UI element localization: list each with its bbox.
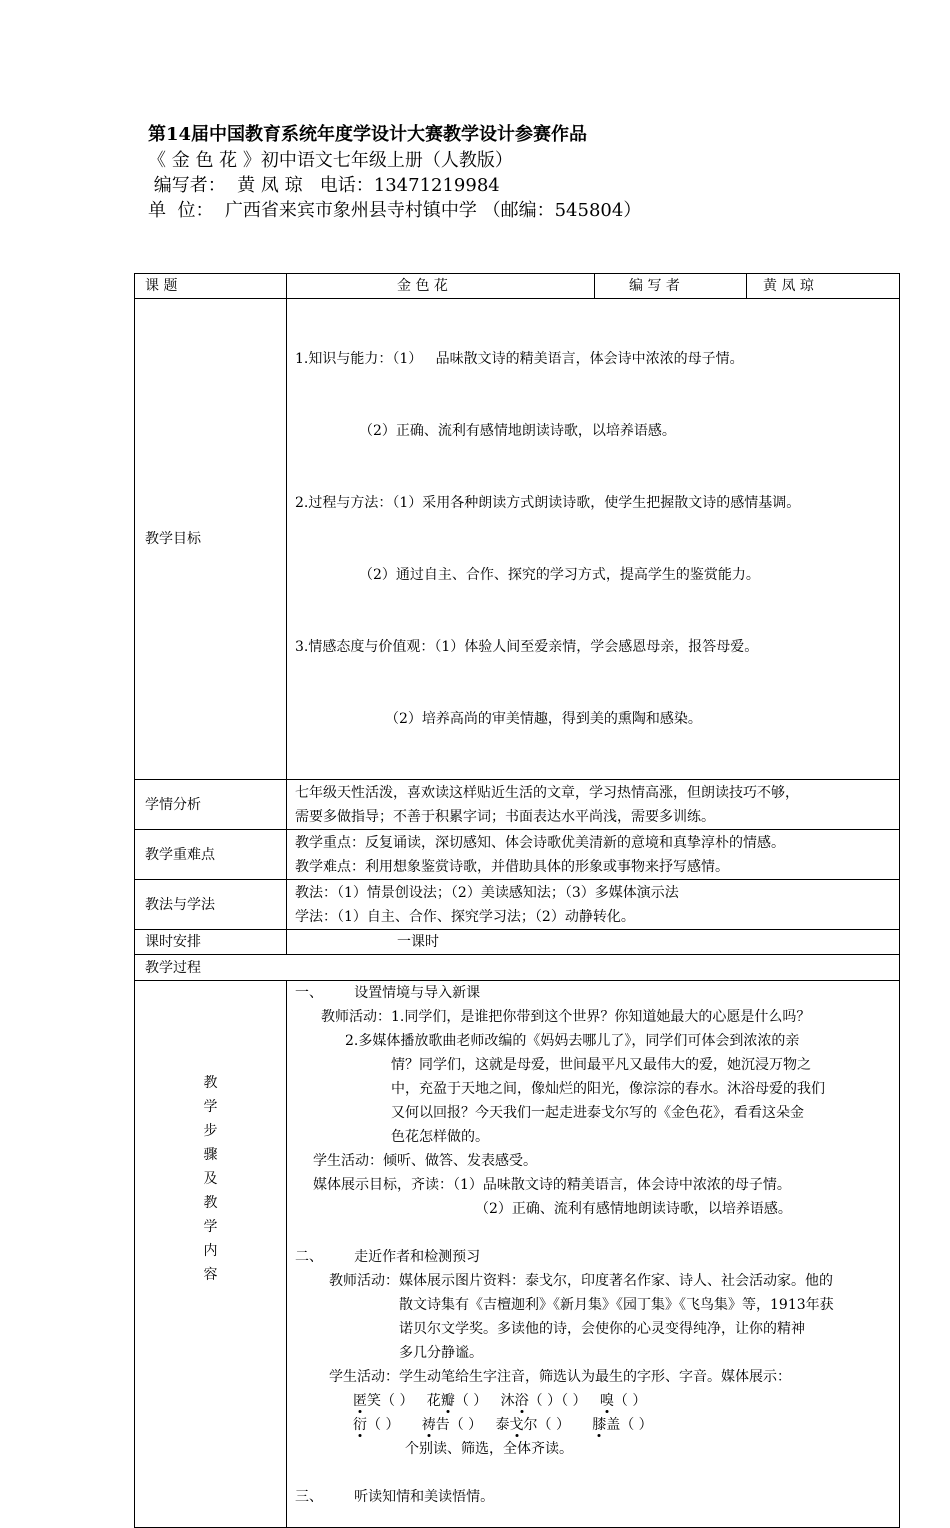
- lesson-plan-table: [134, 273, 900, 1528]
- step-2-student: 学生活动：学生动笔给生字注音，筛选认为最生的字形、字音。媒体展示：: [329, 1369, 791, 1385]
- key-points-content: [287, 830, 900, 880]
- key-point-line: 教学重点：反复诵读，深切感知、体会诗歌优美清新的意境和真挚淳朴的情感。: [295, 834, 785, 851]
- document-title: 第14届中国教育系统年度学设计大赛教学设计参赛作品: [148, 124, 588, 145]
- steps-content: [287, 981, 900, 1528]
- analysis-line: 需要多做指导；不善于积累字词；书面表达水平尚浅，需要多训练。: [295, 808, 715, 825]
- step-2-paragraph: 散文诗集有《吉檀迦利》《新月集》《园丁集》《飞鸟集》等，1913年获: [399, 1297, 834, 1313]
- step-1-title: 一、 设置情境与导入新课: [295, 985, 481, 1001]
- step-2-paragraph: 多几分静谧。: [399, 1345, 483, 1361]
- steps-label-char: 教: [203, 1195, 218, 1211]
- row-schedule: [135, 930, 900, 955]
- step-2-teacher: 教师活动：媒体展示图片资料：泰戈尔，印度著名作家、诗人、社会活动家。他的: [329, 1273, 833, 1289]
- dotted-char: 膝: [592, 1417, 607, 1433]
- process-label: 教学过程: [135, 955, 900, 981]
- lesson-subtitle: 《 金 色 花 》初中语文七年级上册（人教版）: [148, 150, 513, 171]
- row-key-points: [135, 830, 900, 880]
- steps-label-char: 容: [203, 1267, 218, 1283]
- schedule-label: 课时安排: [135, 930, 287, 955]
- step-2-paragraph: 诺贝尔文学奖。多读他的诗，会使你的心灵变得纯净，让你的精神: [399, 1321, 805, 1337]
- objective-line: 2.过程与方法：（1）采用各种朗读方式朗读诗歌，使学生把握散文诗的感情基调。: [295, 495, 801, 511]
- step-2-read: 个别读、筛选，全体齐读。: [405, 1441, 573, 1457]
- dotted-char: 匿: [353, 1393, 367, 1409]
- dotted-char: 戈: [509, 1417, 524, 1433]
- steps-label-char: 步: [203, 1123, 218, 1139]
- step-1-teacher: 教师活动：1.同学们，是谁把你带到这个世界？你知道她最大的心愿是什么吗？: [321, 1009, 811, 1025]
- steps-label-char: 教: [203, 1075, 218, 1091]
- step-3-title: 三、 听读知情和美读悟情。: [295, 1489, 495, 1505]
- step-1-paragraph: 色花怎样做的。: [391, 1129, 489, 1145]
- methods-label: 教法与学法: [135, 880, 287, 930]
- unit-line: 单 位： 广西省来宾市象州县寺村镇中学 （邮编：545804）: [148, 200, 642, 221]
- method-line: 学法：（1）自主、合作、探究学习法；（2）动静转化。: [295, 908, 635, 925]
- row-analysis: [135, 780, 900, 830]
- row-methods: [135, 880, 900, 930]
- author-label: 编 写 者: [595, 274, 747, 299]
- step-1-media: 媒体展示目标，齐读：（1）品味散文诗的精美语言，体会诗中浓浓的母子情。: [313, 1177, 791, 1193]
- steps-label-char: 骤: [203, 1147, 218, 1163]
- dotted-char: 祷: [421, 1417, 436, 1433]
- row-steps: [135, 981, 900, 1528]
- step-1-paragraph: 中，充盈于天地之间，像灿烂的阳光，像淙淙的春水。沐浴母爱的我们: [391, 1081, 825, 1097]
- document-header: [148, 122, 908, 223]
- row-topic: [135, 274, 900, 299]
- steps-label-char: 及: [203, 1171, 218, 1187]
- schedule-value: 一课时: [287, 930, 900, 955]
- dotted-char: 瓣: [440, 1393, 455, 1409]
- pinyin-words-1: 匿笑（ ） 花瓣（ ） 沐浴（ ）（ ） 嗅（ ）: [353, 1393, 647, 1409]
- topic-value: 金 色 花: [287, 274, 595, 299]
- step-1-paragraph: 又何以回报？今天我们一起走进泰戈尔写的《金色花》，看看这朵金: [391, 1105, 804, 1121]
- analysis-label: 学情分析: [135, 780, 287, 830]
- steps-label-char: 内: [203, 1243, 218, 1259]
- row-objectives: [135, 299, 900, 780]
- steps-label-char: 学: [203, 1099, 218, 1115]
- step-1-teacher-2: 2.多媒体播放歌曲老师改编的《妈妈去哪儿了》，同学们可体会到浓浓的亲: [345, 1033, 800, 1049]
- key-point-line: 教学难点：利用想象鉴赏诗歌，并借助具体的形象或事物来抒写感情。: [295, 858, 729, 875]
- steps-label-char: 学: [203, 1219, 218, 1235]
- objective-line: （2）正确、流利有感情地朗读诗歌，以培养语感。: [359, 423, 676, 439]
- step-1-media-2: （2）正确、流利有感情地朗读诗歌，以培养语感。: [475, 1201, 792, 1217]
- topic-label: 课 题: [135, 274, 287, 299]
- dotted-char: 嗅: [599, 1393, 614, 1409]
- objective-line: （2）通过自主、合作、探究的学习方式，提高学生的鉴赏能力。: [359, 567, 760, 583]
- row-process: [135, 955, 900, 981]
- objective-line: （2）培养高尚的审美情趣，得到美的熏陶和感染。: [385, 711, 702, 727]
- analysis-content: [287, 780, 900, 830]
- author-line: 编写者： 黄 凤 琼 电话：13471219984: [148, 175, 500, 196]
- pinyin-words-2: 衍（ ） 祷告（ ） 泰戈尔（ ） 膝盖（ ）: [353, 1417, 653, 1433]
- objective-line: 3.情感态度与价值观：（1）体验人间至爱亲情，学会感恩母亲，报答母爱。: [295, 639, 759, 655]
- dotted-char: 衍: [353, 1417, 367, 1433]
- objectives-content: [287, 299, 900, 780]
- step-1-student: 学生活动：倾听、做答、发表感受。: [313, 1153, 537, 1169]
- author-value: 黄 凤 琼: [747, 274, 900, 299]
- objective-line: 1.知识与能力：（1） 品味散文诗的精美语言，体会诗中浓浓的母子情。: [295, 351, 744, 367]
- key-points-label: 教学重难点: [135, 830, 287, 880]
- step-1-paragraph: 情？同学们，这就是母爱，世间最平凡又最伟大的爱，她沉浸万物之: [391, 1057, 811, 1073]
- dotted-char: 浴: [514, 1393, 529, 1409]
- steps-label: [135, 981, 287, 1528]
- step-2-title: 二、 走近作者和检测预习: [295, 1249, 481, 1265]
- method-line: 教法：（1）情景创设法；（2）美读感知法；（3）多媒体演示法: [295, 884, 679, 901]
- analysis-line: 七年级天性活泼，喜欢读这样贴近生活的文章，学习热情高涨，但朗读技巧不够，: [295, 784, 799, 801]
- objectives-label: 教学目标: [135, 299, 287, 780]
- methods-content: [287, 880, 900, 930]
